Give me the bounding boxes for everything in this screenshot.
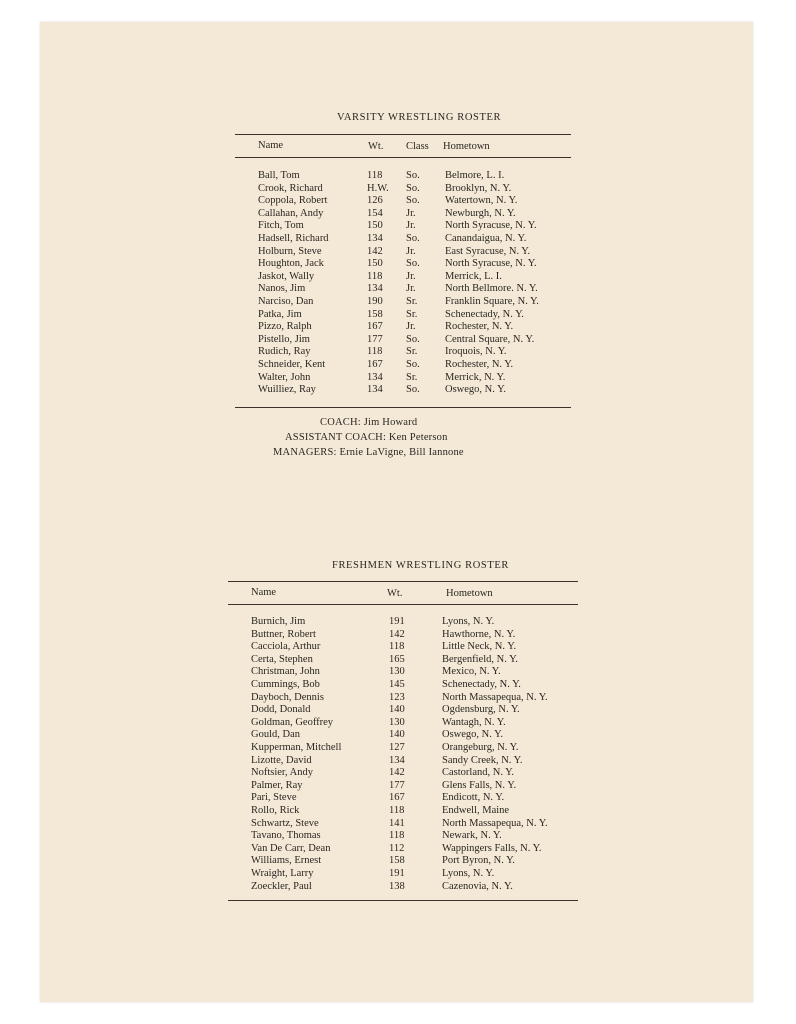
cell-hometown: Bergenfield, N. Y. <box>442 653 518 665</box>
freshmen-header-hometown: Hometown <box>446 588 493 599</box>
cell-class: Jr. <box>406 283 416 295</box>
cell-name: Buttner, Robert <box>251 628 316 640</box>
cell-hometown: Rochester, N. Y. <box>445 359 514 370</box>
cell-wt: 142 <box>389 628 405 640</box>
cell-wt: 118 <box>389 830 405 842</box>
cell-hometown: North Bellmore. N. Y. <box>445 283 538 295</box>
cell-name: Tavano, Thomas <box>251 830 321 842</box>
cell-wt: 177 <box>367 333 383 345</box>
cell-wt: 140 <box>389 729 405 741</box>
cell-wt: 118 <box>389 641 405 653</box>
cell-class: Jr. <box>406 207 416 219</box>
varsity-header-wt: Wt. <box>368 141 384 152</box>
cell-wt: 140 <box>389 704 405 716</box>
cell-name: Walter, John <box>258 371 311 383</box>
cell-wt: 145 <box>389 679 405 690</box>
cell-name: Callahan, Andy <box>258 207 324 219</box>
cell-name: Noftsier, Andy <box>251 767 313 779</box>
cell-wt: 141 <box>389 817 405 829</box>
cell-class: So. <box>406 333 420 345</box>
cell-name: Rudich, Ray <box>258 346 311 358</box>
cell-hometown: Orangeburg, N. Y. <box>442 742 519 753</box>
cell-hometown: Cazenovia, N. Y. <box>442 880 513 892</box>
cell-hometown: North Syracuse, N. Y. <box>445 220 537 232</box>
cell-class: Jr. <box>406 321 416 333</box>
cell-wt: 134 <box>389 754 405 766</box>
cell-hometown: North Massapequa, N. Y. <box>442 691 548 703</box>
cell-name: Narciso, Dan <box>258 296 314 307</box>
varsity-top-rule <box>235 134 571 135</box>
cell-wt: 158 <box>367 308 383 320</box>
cell-name: Pari, Steve <box>251 792 297 804</box>
cell-name: Goldman, Geoffrey <box>251 716 334 728</box>
cell-wt: 150 <box>367 258 383 270</box>
cell-wt: 134 <box>367 384 383 396</box>
cell-class: Sr. <box>406 296 418 307</box>
cell-class: Jr. <box>406 245 416 257</box>
cell-wt: 126 <box>367 195 383 207</box>
cell-name: Hadsell, Richard <box>258 233 329 244</box>
cell-hometown: Iroquois, N. Y. <box>445 346 507 358</box>
cell-name: Williams, Ernest <box>251 855 322 867</box>
cell-hometown: Hawthorne, N. Y. <box>442 628 516 640</box>
cell-hometown: Sandy Creek, N. Y. <box>442 754 523 766</box>
cell-hometown: Watertown, N. Y. <box>445 195 518 207</box>
cell-wt: 118 <box>389 805 405 816</box>
cell-hometown: East Syracuse, N. Y. <box>445 245 531 257</box>
cell-wt: 190 <box>367 296 383 307</box>
cell-wt: 154 <box>367 207 383 219</box>
cell-name: Holburn, Steve <box>258 245 322 257</box>
cell-hometown: Little Neck, N. Y. <box>442 641 517 653</box>
cell-class: Jr. <box>406 270 416 282</box>
cell-name: Dodd, Donald <box>251 704 311 716</box>
cell-hometown: Lyons, N. Y. <box>442 868 495 879</box>
cell-class: So. <box>406 359 420 370</box>
cell-name: Ball, Tom <box>258 170 300 181</box>
cell-name: Nanos, Jim <box>258 283 306 295</box>
cell-class: Sr. <box>406 371 418 383</box>
assistant-coach-line: ASSISTANT COACH: Ken Peterson <box>285 432 448 443</box>
cell-name: Lizotte, David <box>251 754 312 766</box>
cell-hometown: Wappingers Falls, N. Y. <box>442 842 542 854</box>
cell-wt: 123 <box>389 691 405 703</box>
cell-name: Pistello, Jim <box>258 333 310 345</box>
varsity-header-rule <box>235 157 571 158</box>
cell-name: Gould, Dan <box>251 729 300 741</box>
cell-hometown: Newburgh, N. Y. <box>445 207 516 219</box>
cell-hometown: Castorland, N. Y. <box>442 767 515 779</box>
varsity-header-class: Class <box>406 141 429 152</box>
cell-wt: 118 <box>367 170 383 181</box>
freshmen-header-wt: Wt. <box>387 588 403 599</box>
cell-wt: 118 <box>367 346 383 358</box>
cell-name: Cacciola, Arthur <box>251 641 321 653</box>
cell-name: Wraight, Larry <box>251 868 314 879</box>
cell-hometown: North Syracuse, N. Y. <box>445 258 537 270</box>
freshmen-top-rule <box>228 581 578 582</box>
cell-wt: 138 <box>389 880 405 892</box>
cell-hometown: Schenectady, N. Y. <box>442 679 521 690</box>
varsity-header-name: Name <box>258 140 284 151</box>
cell-hometown: Belmore, L. I. <box>445 170 505 181</box>
varsity-header-hometown: Hometown <box>443 141 490 152</box>
cell-hometown: Brooklyn, N. Y. <box>445 182 512 194</box>
managers-line: MANAGERS: Ernie LaVigne, Bill Iannone <box>273 447 464 458</box>
cell-wt: H.W. <box>367 182 389 194</box>
cell-wt: 134 <box>367 371 383 383</box>
cell-hometown: North Massapequa, N. Y. <box>442 817 548 829</box>
cell-hometown: Lyons, N. Y. <box>442 616 495 627</box>
cell-name: Jaskot, Wally <box>258 270 315 282</box>
cell-wt: 130 <box>389 666 405 678</box>
cell-wt: 150 <box>367 220 383 232</box>
cell-hometown: Glens Falls, N. Y. <box>442 779 517 791</box>
program-page <box>40 22 753 1002</box>
cell-name: Patka, Jim <box>258 308 302 320</box>
cell-name: Certa, Stephen <box>251 653 313 665</box>
cell-hometown: Newark, N. Y. <box>442 830 502 842</box>
cell-name: Kupperman, Mitchell <box>251 742 342 753</box>
cell-wt: 167 <box>389 792 405 804</box>
cell-hometown: Oswego, N. Y. <box>445 384 506 396</box>
cell-wt: 177 <box>389 779 405 791</box>
cell-class: Sr. <box>406 308 418 320</box>
cell-hometown: Canandaigua, N. Y. <box>445 233 527 244</box>
cell-name: Van De Carr, Dean <box>251 842 331 854</box>
cell-wt: 158 <box>389 855 405 867</box>
cell-name: Schneider, Kent <box>258 359 326 370</box>
cell-name: Schwartz, Steve <box>251 817 319 829</box>
cell-hometown: Oswego, N. Y. <box>442 729 503 741</box>
cell-name: Dayboch, Dennis <box>251 691 324 703</box>
cell-name: Burnich, Jim <box>251 616 306 627</box>
cell-wt: 118 <box>367 270 383 282</box>
cell-name: Coppola, Robert <box>258 195 328 207</box>
cell-wt: 191 <box>389 868 405 879</box>
cell-wt: 127 <box>389 742 405 753</box>
cell-hometown: Wantagh, N. Y. <box>442 716 506 728</box>
cell-hometown: Franklin Square, N. Y. <box>445 296 539 307</box>
cell-hometown: Mexico, N. Y. <box>442 666 501 678</box>
cell-wt: 142 <box>389 767 405 779</box>
cell-class: Jr. <box>406 220 416 232</box>
cell-wt: 134 <box>367 283 383 295</box>
cell-hometown: Port Byron, N. Y. <box>442 855 515 867</box>
cell-class: So. <box>406 182 420 194</box>
cell-name: Zoeckler, Paul <box>251 880 312 892</box>
cell-hometown: Schenectady, N. Y. <box>445 308 524 320</box>
cell-hometown: Endwell, Maine <box>442 805 510 816</box>
cell-name: Christman, John <box>251 666 320 678</box>
cell-wt: 165 <box>389 653 405 665</box>
cell-hometown: Ogdensburg, N. Y. <box>442 704 520 716</box>
cell-wt: 191 <box>389 616 405 627</box>
cell-class: So. <box>406 258 420 270</box>
cell-hometown: Central Square, N. Y. <box>445 333 535 345</box>
cell-wt: 130 <box>389 716 405 728</box>
freshmen-header-name: Name <box>251 587 277 598</box>
cell-hometown: Endicott, N. Y. <box>442 792 505 804</box>
varsity-bottom-rule <box>235 407 571 408</box>
cell-name: Fitch, Tom <box>258 220 304 232</box>
freshmen-bottom-rule <box>228 900 578 901</box>
cell-name: Cummings, Bob <box>251 679 320 690</box>
freshmen-roster-title: FRESHMEN WRESTLING ROSTER <box>332 560 509 571</box>
cell-name: Rollo, Rick <box>251 805 300 816</box>
cell-class: So. <box>406 170 420 181</box>
cell-name: Crook, Richard <box>258 182 323 194</box>
cell-hometown: Merrick, L. I. <box>445 270 502 282</box>
freshmen-header-rule <box>228 604 578 605</box>
cell-hometown: Rochester, N. Y. <box>445 321 514 333</box>
cell-name: Palmer, Ray <box>251 779 303 791</box>
cell-class: So. <box>406 195 420 207</box>
cell-name: Houghton, Jack <box>258 258 324 270</box>
cell-wt: 134 <box>367 233 383 244</box>
cell-class: Sr. <box>406 346 418 358</box>
cell-wt: 142 <box>367 245 383 257</box>
cell-name: Wuilliez, Ray <box>258 384 316 396</box>
cell-name: Pizzo, Ralph <box>258 321 312 333</box>
cell-hometown: Merrick, N. Y. <box>445 371 506 383</box>
coach-line: COACH: Jim Howard <box>320 417 418 428</box>
varsity-roster-title: VARSITY WRESTLING ROSTER <box>337 112 502 123</box>
cell-class: So. <box>406 233 420 244</box>
cell-wt: 112 <box>389 842 405 854</box>
cell-wt: 167 <box>367 359 383 370</box>
cell-class: So. <box>406 384 420 396</box>
cell-wt: 167 <box>367 321 383 333</box>
